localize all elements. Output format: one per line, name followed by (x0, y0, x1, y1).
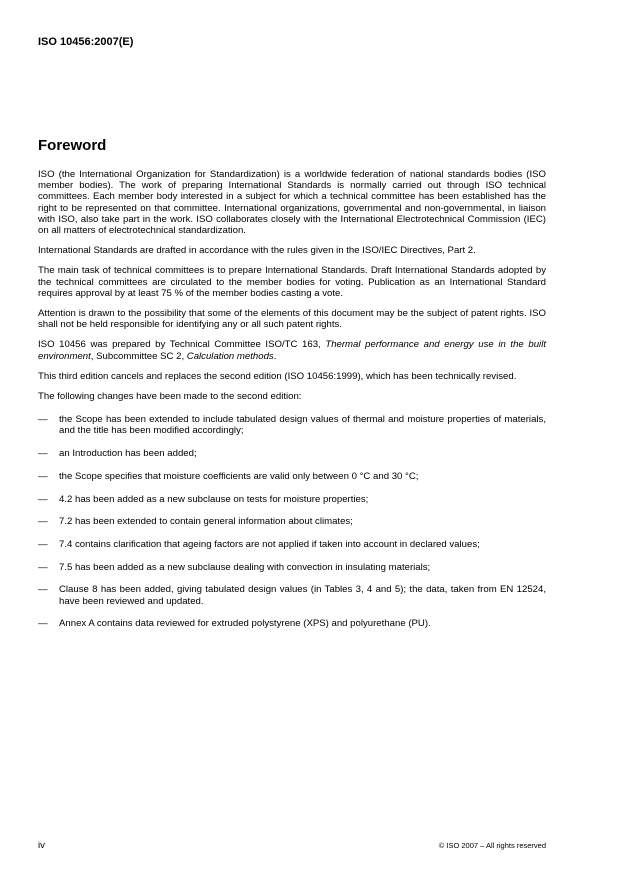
paragraph: The main task of technical committees is to prepare International Standards. Draft International Standards adopted by the technical committees are circulated to the member bodies for voting. Publication as an International Standard requires approval by at least 75 % of the member bodies casting a vote. (38, 265, 546, 299)
page-title: Foreword (38, 137, 107, 154)
list-item (38, 562, 546, 573)
paragraph: This third edition cancels and replaces the second edition (ISO 10456:1999), which has been technically revised. (38, 370, 517, 382)
paragraph-text: ISO 10456 was prepared by Technical Committee ISO/TC 163, (38, 339, 326, 351)
list-item (38, 448, 546, 459)
list-item-text: 7.5 has been added as a new subclause dealing with convection in insulating materials; (59, 561, 431, 573)
paragraph: ISO (the International Organization for Standardization) is a worldwide federation of national standards bodies (ISO member bodies). The work of preparing International Standards is normally carried out through ISO technical committees. Each member body interested in a subject for which a technical committee has been established has the right to be represented on that committee. International organizations, governmental and non-governmental, in liaison with ISO, also take part in the work. ISO collaborates closely with the International Electrotechnical Commission (IEC) on all matters of electrotechnical standardization. (38, 169, 546, 237)
paragraph: The following changes have been made to the second edition: (38, 391, 302, 403)
list-item (38, 584, 546, 606)
copyright-notice: © ISO 2007 – All rights reserved (438, 841, 546, 850)
list-item (38, 414, 546, 436)
list-item-text: an Introduction has been added; (59, 448, 197, 460)
list-dash: — (38, 516, 48, 528)
list-item (38, 471, 546, 482)
list-dash: — (38, 470, 48, 482)
list-dash: — (38, 414, 48, 426)
list-item (38, 539, 546, 550)
paragraph: International Standards are drafted in accordance with the rules given in the ISO/IEC Directives, Part 2. (38, 245, 476, 257)
paragraph-committee (38, 339, 546, 361)
changes-list (38, 414, 546, 629)
foreword-body (38, 169, 546, 641)
page-number: iv (38, 840, 45, 851)
list-item-text: the Scope has been extended to include tabulated design values of thermal and moisture properties of materials, and the title has been modified accordingly; (59, 414, 546, 437)
list-item-text: Annex A contains data reviewed for extruded polystyrene (XPS) and polyurethane (PU). (59, 618, 431, 630)
list-item-text: the Scope specifies that moisture coefficients are valid only between 0 °C and 30 °C; (59, 470, 419, 482)
list-dash: — (38, 448, 48, 460)
list-dash: — (38, 561, 48, 573)
paragraph: Attention is drawn to the possibility that some of the elements of this document may be the subject of patent rights. ISO shall not be held responsible for identifying any or all such patent rights. (38, 308, 546, 331)
document-id: ISO 10456:2007(E) (38, 36, 134, 48)
list-dash: — (38, 584, 48, 596)
list-dash: — (38, 493, 48, 505)
paragraph-text: , Subcommittee SC 2, (90, 350, 187, 362)
list-dash: — (38, 618, 48, 630)
list-item-text: 7.4 contains clarification that ageing factors are not applied if taken into account in declared values; (59, 538, 480, 550)
list-item (38, 618, 546, 629)
list-item (38, 516, 546, 527)
list-dash: — (38, 538, 48, 550)
paragraph-text: . (273, 350, 277, 362)
subcommittee-title: Calculation methods (186, 350, 274, 362)
list-item-text: 4.2 has been added as a new subclause on tests for moisture properties; (59, 493, 369, 505)
list-item (38, 494, 546, 505)
committee-title: Thermal performance and energy use in the built environment (38, 339, 546, 362)
list-item-text: Clause 8 has been added, giving tabulated design values (in Tables 3, 4 and 5); the data, taken from EN 12524, have been reviewed and updated. (59, 584, 546, 607)
list-item-text: 7.2 has been extended to contain general information about climates; (59, 516, 353, 528)
